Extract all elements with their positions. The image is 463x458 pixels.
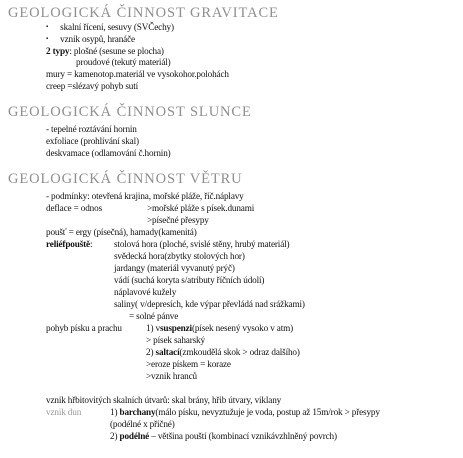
text-line: - podmínky: otevřená krajina, mořské pláže, říč.náplavy [46,191,244,201]
section-heading-sun: GEOLOGICKÁ ČINNOST SLUNCE [8,104,252,120]
text-line: poušť = ergy (písečná), hamady(kamenitá) [46,227,197,237]
text-line: >eroze pískem = koraze [146,359,231,369]
text-line [146,323,293,334]
line-text: vznik osypů, hranáče [60,34,135,44]
line-bold: suspenzi [159,323,192,333]
text-line [46,46,164,57]
list-item [46,22,174,33]
line-number: 2) [146,347,156,357]
text-line: vádí (suchá koryta s/atributy říčních údolí) [114,275,265,285]
line-label: 2 typy [46,46,70,56]
line-text: (zmkoudělá skok > odraz dalšího) [179,347,300,357]
text-line: saliny( v/depresích, kde výpar převládá nad srážkami) [114,299,305,309]
line-number: 2) [110,431,120,441]
text-line: mury = kamenotop.materiál ve vysokohor.polohách [46,69,229,79]
text-line: >písečné přesypy [147,215,209,225]
text-line: stolová hora (ploché, svislé stěny, hrubý materiál) [114,239,290,249]
line-label: reliéfpouště [46,239,90,249]
text-line: creep =slézavý pohyb sutí [46,81,139,91]
line-text: – většina pouští (kombinací vznikávzhlněný povrch) [149,431,337,441]
section-heading-gravity: GEOLOGICKÁ ČINNOST GRAVITACE [8,5,279,21]
line-bold: barchany [119,407,156,417]
section-heading-wind: GEOLOGICKÁ ČINNOST VĚTRU [8,171,243,187]
line-text: (málo písku, nevyztužuje je voda, postup až 15m/rok > přesypy [155,407,380,417]
line-bold: saltací [155,347,180,357]
line-number: 1) v [146,323,160,333]
text-line [46,239,92,250]
line-text: : plošné (sesune se plocha) [69,46,164,56]
text-line: deskvamace (odlamování č.hornin) [46,148,171,158]
line-text: skalní řícení, sesuvy (SVČechy) [60,22,174,32]
text-line [110,431,337,442]
text-line: - tepelné roztávání hornin [46,124,137,134]
line-number: 1) [110,407,120,417]
text-line: >vznik hranců [146,371,197,381]
line-text: (písek nesený vysoko v atm) [191,323,294,333]
text-line: pohyb písku a prachu [46,323,122,333]
line-text: : [89,239,93,249]
text-line: náplavové kužely [114,287,177,297]
text-line: vznik dun [46,407,82,417]
list-item [46,34,135,45]
bullet-icon: ▪ [46,24,48,31]
text-line: (podélné x příčné) [110,419,175,429]
bullet-icon: ▪ [46,36,48,43]
line-bold: podélné [119,431,150,441]
text-line: svědecká hora(zbytky stolových hor) [114,251,245,261]
text-line: >mořské pláže s písek.dunami [147,203,255,213]
text-line: proudové (tekutý materiál) [76,57,171,67]
text-line [146,347,300,358]
text-line: exfoliace (prohlívání skal) [46,136,139,146]
text-line: vznik hřbitovitých skalních útvarů: skal brány, hřib útvary, viklany [46,395,282,405]
text-line: > písek saharský [146,335,205,345]
text-line: = solné pánve [129,311,179,321]
text-line [110,407,380,418]
text-line: jardangy (materiál vyvanutý prýč) [114,263,235,273]
text-line: deflace = odnos [46,203,102,213]
